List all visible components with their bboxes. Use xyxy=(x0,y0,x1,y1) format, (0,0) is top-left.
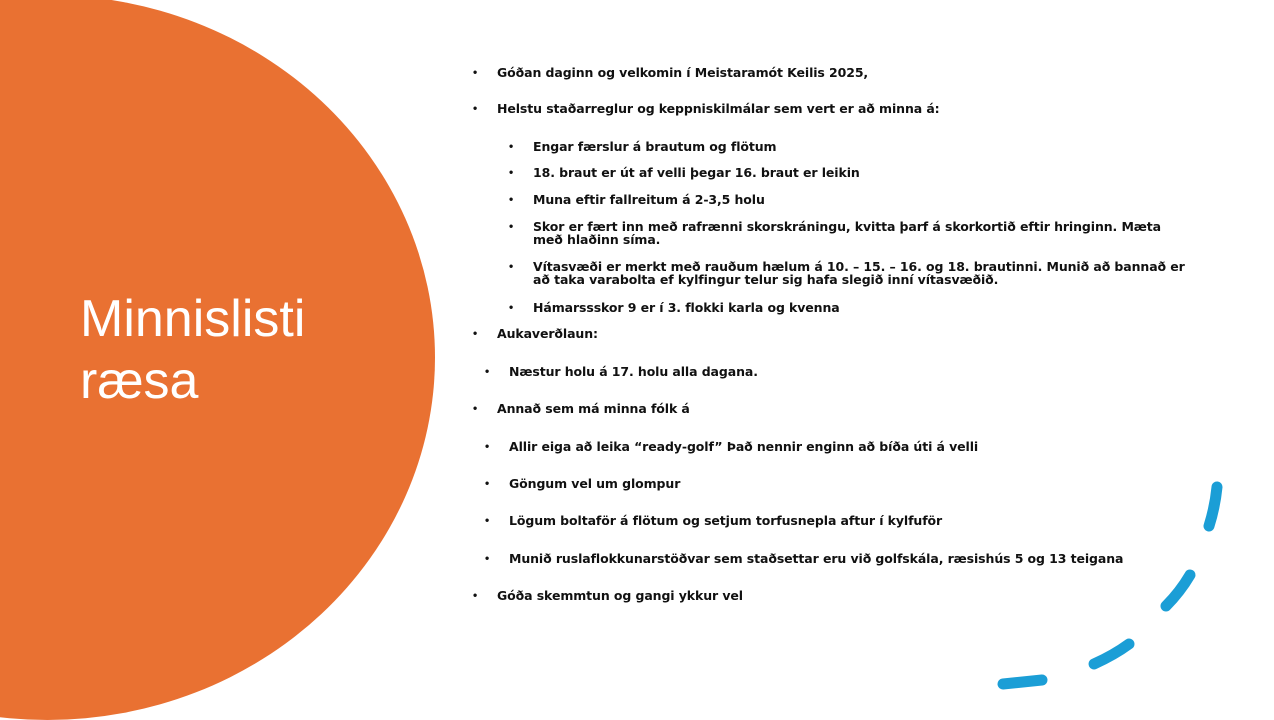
bullet-icon: • xyxy=(485,476,490,490)
dash-segment xyxy=(1166,575,1190,606)
title-line-2: ræsa xyxy=(80,352,199,410)
list-item: Munið ruslaflokkunarstöðvar sem staðsettar eru við golfskála, ræsishús 5 og 13 teigana xyxy=(509,551,1124,566)
list-item: Lögum boltaför á flötum og setjum torfusnepla aftur í kylfuför xyxy=(509,513,943,528)
title-line-1: Minnislisti xyxy=(80,290,306,348)
dash-segment xyxy=(1003,680,1042,684)
bullet-icon: • xyxy=(509,192,514,206)
list-item: Muna eftir fallreitum á 2-3,5 holu xyxy=(533,192,765,207)
bullet-icon: • xyxy=(485,439,490,453)
list-item: Annað sem má minna fólk á xyxy=(497,401,690,416)
list-item: Vítasvæði er merkt með rauðum hælum á 10. – 15. – 16. og 18. brautinni. Munið að bannað er að taka varabolta ef kylfingur telur sig hafa slegið inní vítasvæðið. xyxy=(533,259,1185,287)
bullet-icon: • xyxy=(509,219,514,233)
list-item: Góðan daginn og velkomin í Meistaramót Keilis 2025, xyxy=(497,65,869,80)
bullet-icon: • xyxy=(473,65,478,79)
list-item: Helstu staðarreglur og keppniskilmálar sem vert er að minna á: xyxy=(497,101,940,116)
bullet-icon: • xyxy=(473,588,478,602)
bullet-icon: • xyxy=(473,401,478,415)
bullet-icon: • xyxy=(485,513,490,527)
list-item: 18. braut er út af velli þegar 16. braut er leikin xyxy=(533,165,860,180)
bullet-icon: • xyxy=(509,165,514,179)
list-item: Göngum vel um glompur xyxy=(509,476,681,491)
list-item: Engar færslur á brautum og flötum xyxy=(533,139,777,154)
dash-segment xyxy=(1094,644,1129,664)
bullet-icon: • xyxy=(509,259,514,273)
bullet-icon: • xyxy=(509,300,514,314)
list-item: Skor er fært inn með rafrænni skorskráningu, kvitta þarf á skorkortið eftir hringinn. Mæta með hlaðinn síma. xyxy=(533,219,1161,247)
bullet-icon: • xyxy=(485,364,490,378)
list-item: Aukaverðlaun: xyxy=(497,326,598,341)
bullet-icon: • xyxy=(485,551,490,565)
list-item: Allir eiga að leika “ready-golf” Það nennir enginn að bíða úti á velli xyxy=(509,439,979,454)
dash-segment xyxy=(1209,487,1217,526)
bullet-icon: • xyxy=(473,101,478,115)
list-item: Góða skemmtun og gangi ykkur vel xyxy=(497,588,743,603)
list-item: Næstur holu á 17. holu alla dagana. xyxy=(509,364,758,379)
bullet-icon: • xyxy=(473,326,478,340)
bullet-icon: • xyxy=(509,139,514,153)
list-item: Hámarssskor 9 er í 3. flokki karla og kvenna xyxy=(533,300,840,315)
